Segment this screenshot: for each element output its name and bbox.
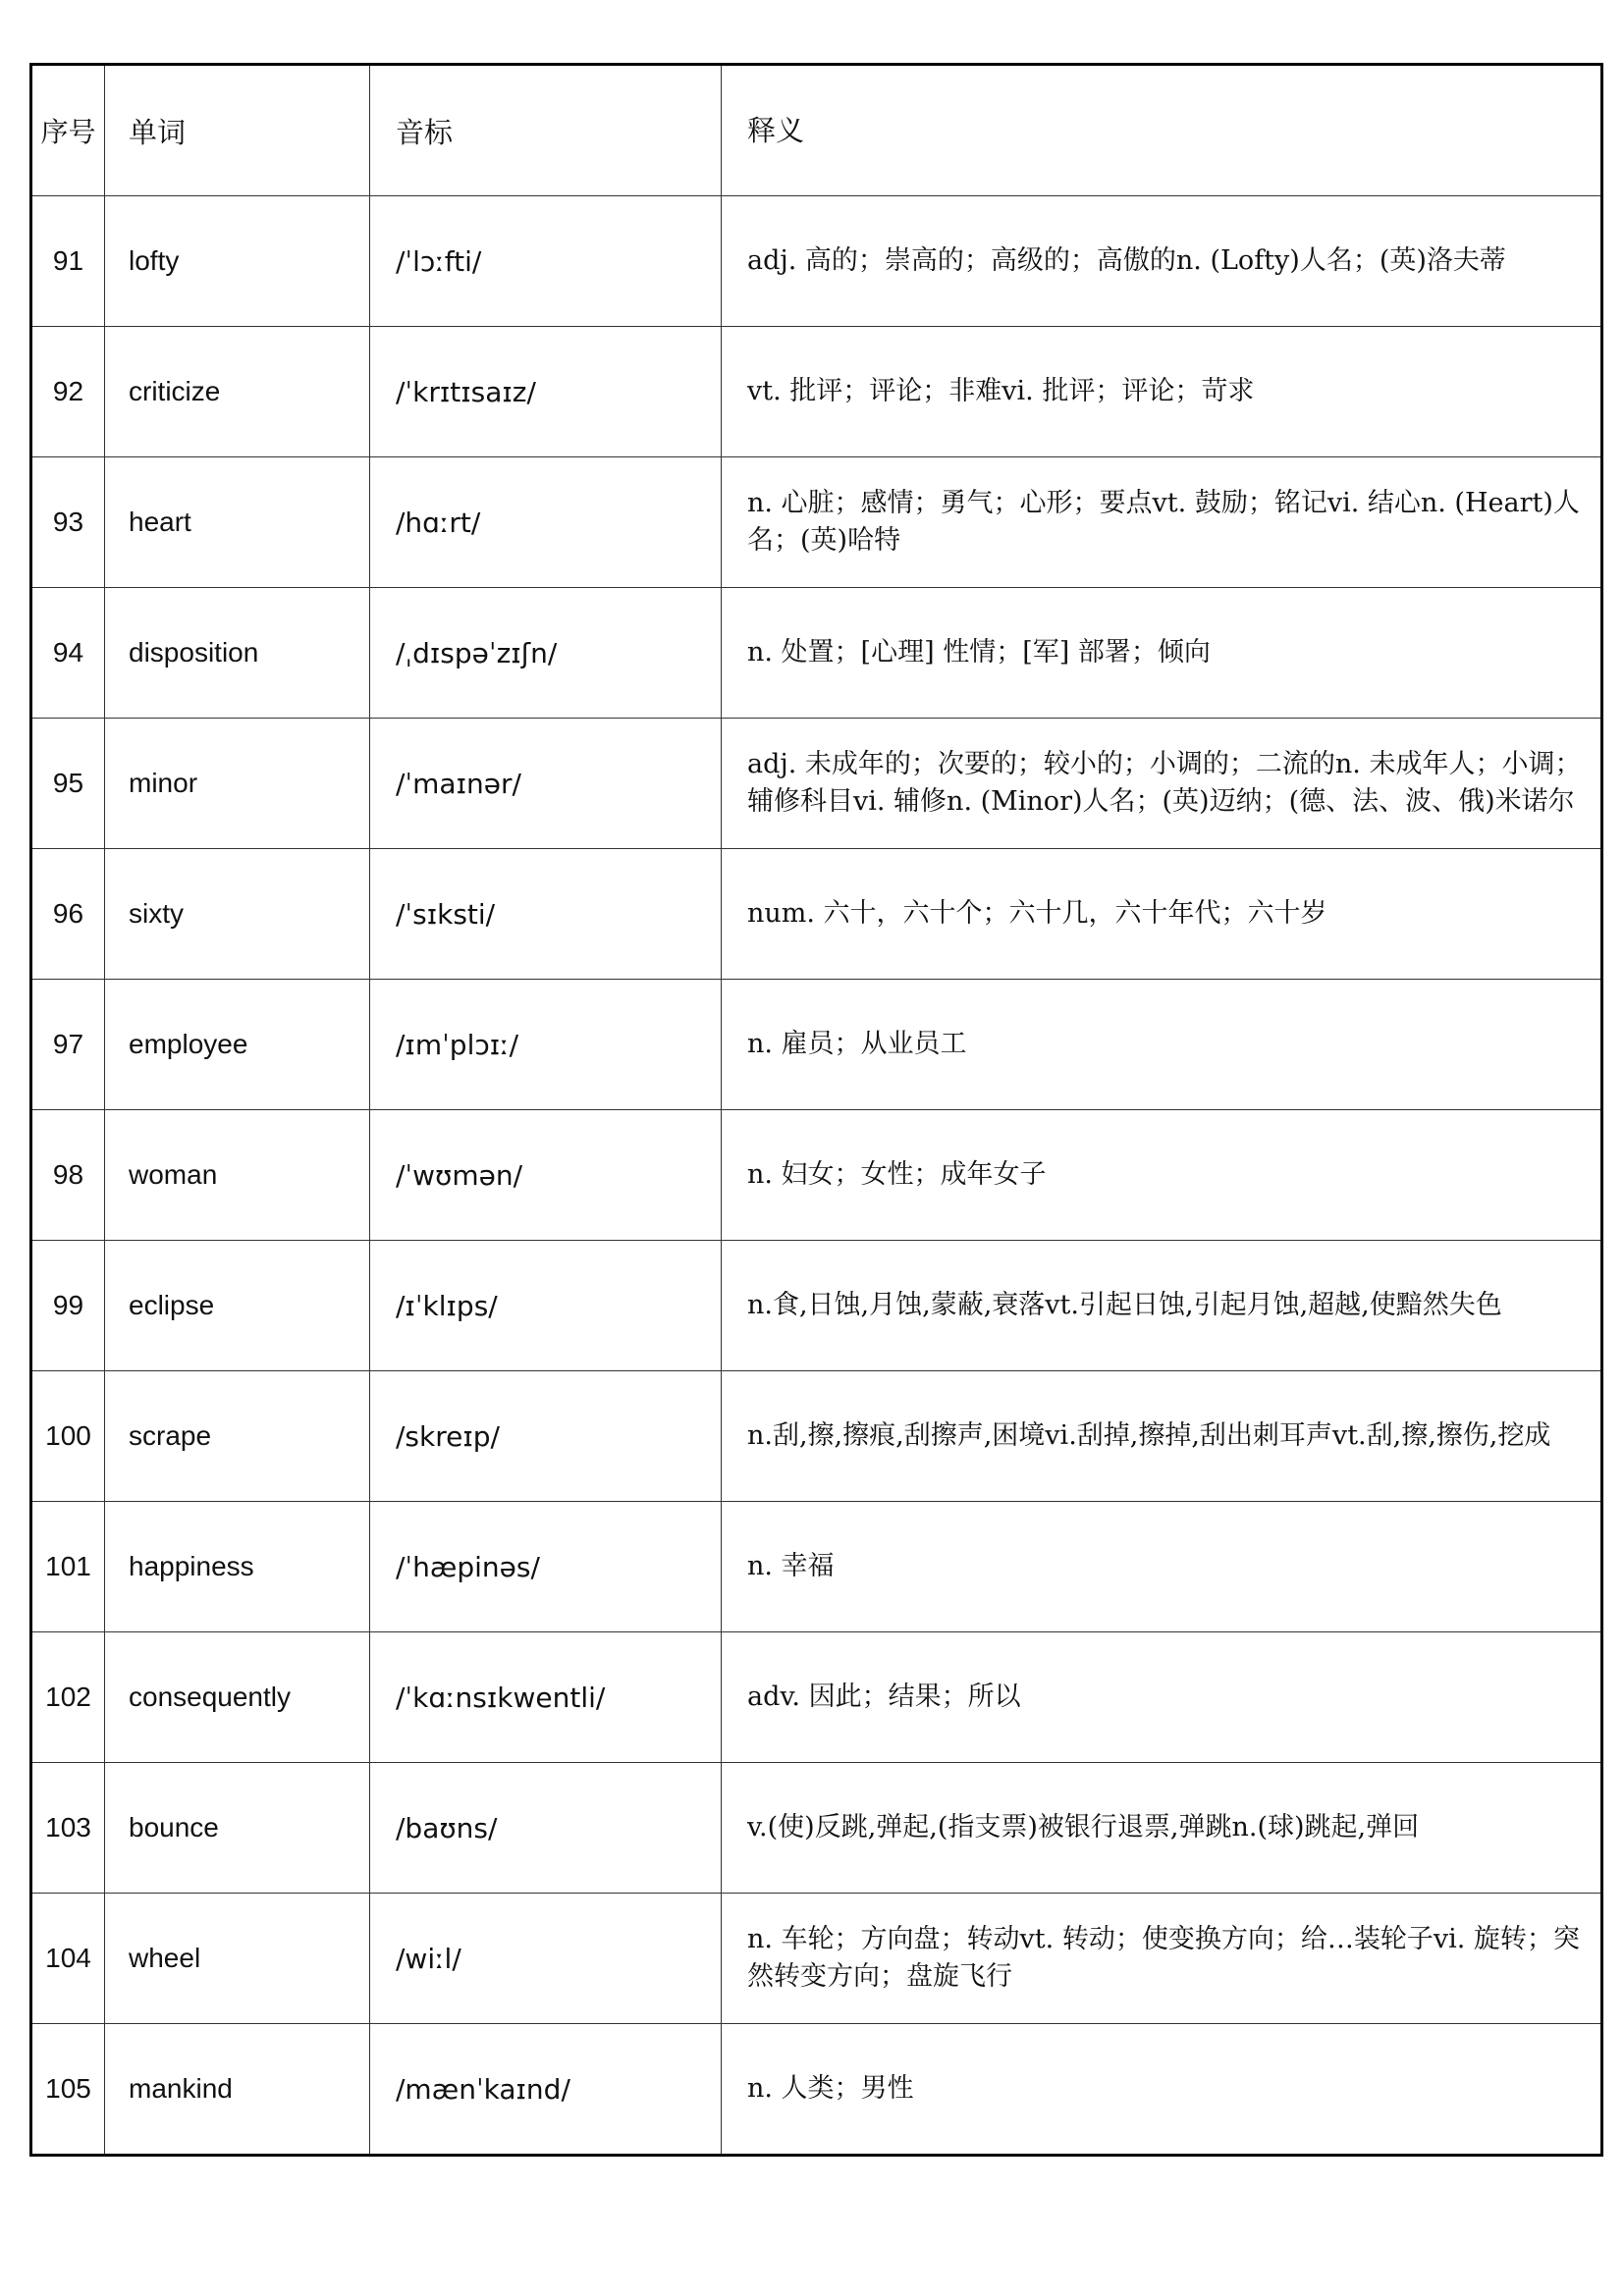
header-phonetic: 音标 — [370, 65, 722, 196]
header-definition: 释义 — [722, 65, 1602, 196]
row-phonetic: /ˈkɑːnsɪkwentli/ — [370, 1632, 722, 1763]
row-definition: vt. 批评；评论；非难vi. 批评；评论；苛求 — [722, 327, 1602, 457]
row-phonetic: /ˈsɪksti/ — [370, 849, 722, 980]
row-word: sixty — [105, 849, 370, 980]
row-phonetic: /ɪmˈplɔɪː/ — [370, 980, 722, 1110]
row-phonetic: /ˈhæpinəs/ — [370, 1502, 722, 1632]
row-definition: adj. 未成年的；次要的；较小的；小调的；二流的n. 未成年人；小调；辅修科目vi. 辅修n. (Minor)人名；(英)迈纳；(德、法、波、俄)米诺尔 — [722, 719, 1602, 849]
row-phonetic: /hɑːrt/ — [370, 457, 722, 588]
row-definition: n. 人类；男性 — [722, 2024, 1602, 2156]
row-word: employee — [105, 980, 370, 1110]
row-index: 99 — [31, 1241, 105, 1371]
row-index: 103 — [31, 1763, 105, 1894]
row-phonetic: /ˈwʊmən/ — [370, 1110, 722, 1241]
table-row — [31, 2024, 1602, 2156]
row-word: heart — [105, 457, 370, 588]
row-index: 95 — [31, 719, 105, 849]
row-definition: n. 幸福 — [722, 1502, 1602, 1632]
row-index: 104 — [31, 1894, 105, 2024]
row-word: criticize — [105, 327, 370, 457]
row-word: minor — [105, 719, 370, 849]
row-word: scrape — [105, 1371, 370, 1502]
row-word: wheel — [105, 1894, 370, 2024]
table-row — [31, 588, 1602, 719]
vocabulary-table-body — [31, 65, 1602, 2156]
row-phonetic: /ˈkrɪtɪsaɪz/ — [370, 327, 722, 457]
row-definition: n. 妇女；女性；成年女子 — [722, 1110, 1602, 1241]
row-phonetic: /ˈlɔːfti/ — [370, 196, 722, 327]
table-row — [31, 196, 1602, 327]
row-definition: n. 车轮；方向盘；转动vt. 转动；使变换方向；给…装轮子vi. 旋转；突然转变方向；盘旋飞行 — [722, 1894, 1602, 2024]
row-definition: n.刮,擦,擦痕,刮擦声,困境vi.刮掉,擦掉,刮出刺耳声vt.刮,擦,擦伤,挖成 — [722, 1371, 1602, 1502]
table-row — [31, 1502, 1602, 1632]
row-word: consequently — [105, 1632, 370, 1763]
row-index: 94 — [31, 588, 105, 719]
row-index: 98 — [31, 1110, 105, 1241]
table-row — [31, 1371, 1602, 1502]
row-phonetic: /ɪˈklɪps/ — [370, 1241, 722, 1371]
row-phonetic: /ˈmaɪnər/ — [370, 719, 722, 849]
row-word: bounce — [105, 1763, 370, 1894]
row-definition: n.食,日蚀,月蚀,蒙蔽,衰落vt.引起日蚀,引起月蚀,超越,使黯然失色 — [722, 1241, 1602, 1371]
row-index: 105 — [31, 2024, 105, 2156]
row-index: 101 — [31, 1502, 105, 1632]
table-row — [31, 980, 1602, 1110]
row-word: happiness — [105, 1502, 370, 1632]
table-row — [31, 1110, 1602, 1241]
row-definition: v.(使)反跳,弹起,(指支票)被银行退票,弹跳n.(球)跳起,弹回 — [722, 1763, 1602, 1894]
row-index: 100 — [31, 1371, 105, 1502]
row-index: 93 — [31, 457, 105, 588]
row-definition: adv. 因此；结果；所以 — [722, 1632, 1602, 1763]
row-word: disposition — [105, 588, 370, 719]
table-header-row — [31, 65, 1602, 196]
row-phonetic: /wiːl/ — [370, 1894, 722, 2024]
row-index: 97 — [31, 980, 105, 1110]
row-definition: adj. 高的；崇高的；高级的；高傲的n. (Lofty)人名；(英)洛夫蒂 — [722, 196, 1602, 327]
row-index: 96 — [31, 849, 105, 980]
row-definition: n. 处置；[心理] 性情；[军] 部署；倾向 — [722, 588, 1602, 719]
table-row — [31, 327, 1602, 457]
table-row — [31, 1632, 1602, 1763]
row-index: 102 — [31, 1632, 105, 1763]
row-phonetic: /skreɪp/ — [370, 1371, 722, 1502]
row-index: 92 — [31, 327, 105, 457]
vocabulary-table — [29, 63, 1603, 2157]
row-definition: n. 雇员；从业员工 — [722, 980, 1602, 1110]
row-word: eclipse — [105, 1241, 370, 1371]
row-word: lofty — [105, 196, 370, 327]
row-word: woman — [105, 1110, 370, 1241]
header-word: 单词 — [105, 65, 370, 196]
row-phonetic: /ˌdɪspəˈzɪʃn/ — [370, 588, 722, 719]
row-word: mankind — [105, 2024, 370, 2156]
table-row — [31, 1763, 1602, 1894]
row-definition: num. 六十，六十个；六十几，六十年代；六十岁 — [722, 849, 1602, 980]
table-row — [31, 719, 1602, 849]
header-index: 序号 — [31, 65, 105, 196]
table-row — [31, 457, 1602, 588]
row-phonetic: /baʊns/ — [370, 1763, 722, 1894]
table-row — [31, 1241, 1602, 1371]
row-index: 91 — [31, 196, 105, 327]
row-phonetic: /mænˈkaɪnd/ — [370, 2024, 722, 2156]
table-row — [31, 849, 1602, 980]
row-definition: n. 心脏；感情；勇气；心形；要点vt. 鼓励；铭记vi. 结心n. (Heart)人名；(英)哈特 — [722, 457, 1602, 588]
table-row — [31, 1894, 1602, 2024]
